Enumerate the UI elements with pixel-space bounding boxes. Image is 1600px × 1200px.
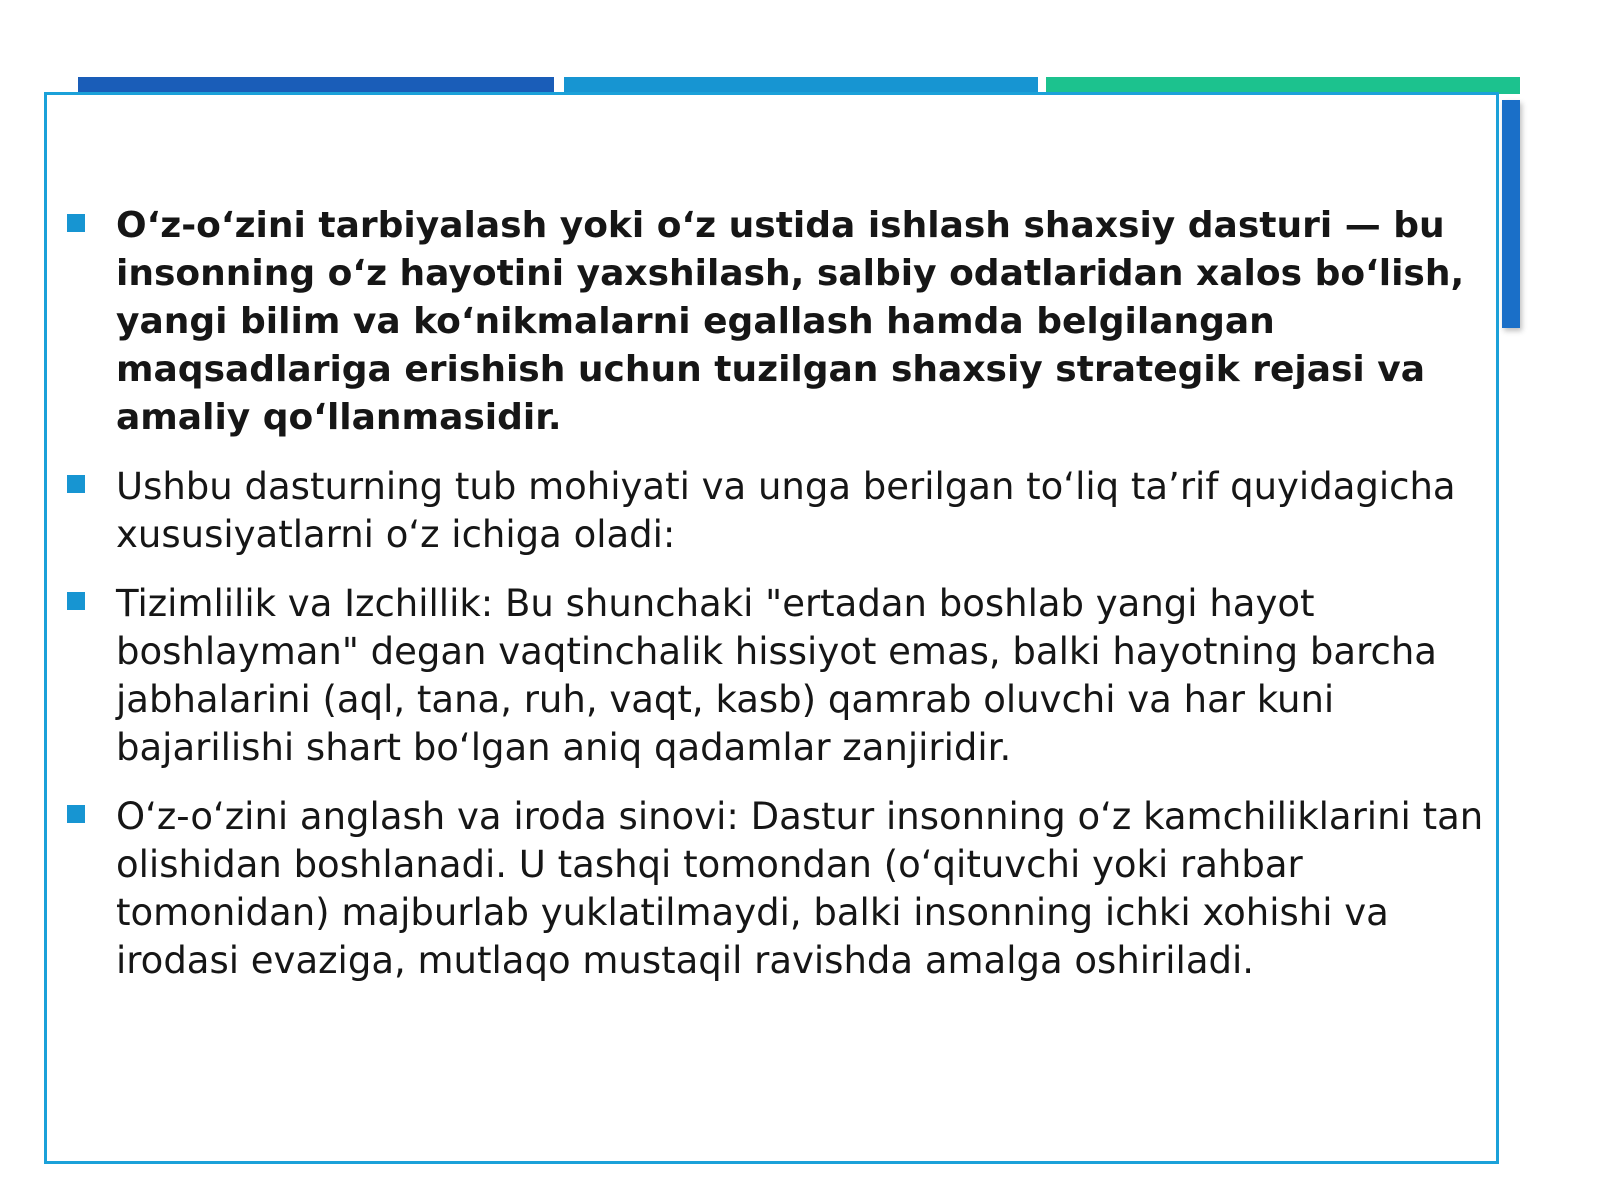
bullet-text: O‘z-o‘zini anglash va iroda sinovi: Dastur insonning o‘z kamchiliklarini tan olishidan boshlanadi. U tashqi tomondan (o‘qituvchi yoki rahbar tomonidan) majburlab yuklatilmaydi, balki insonning ichki xohishi va irodasi evaziga, mutlaqo mustaqil ravishda amalga oshiriladi. [116, 795, 1484, 982]
bullet-item-self-awareness [64, 793, 1494, 985]
bullet-list [64, 202, 1494, 1006]
bullet-item-definition [64, 202, 1494, 442]
bullet-item-essence [64, 463, 1494, 559]
square-bullet-icon [67, 592, 85, 610]
square-bullet-icon [67, 475, 85, 493]
square-bullet-icon [67, 214, 85, 232]
bullet-text: O‘z-o‘zini tarbiyalash yoki o‘z ustida ishlash shaxsiy dasturi — bu insonning o‘z hayotini yaxshilash, salbiy odatlaridan xalos bo‘lish, yangi bilim va ko‘nikmalarni egallash hamda belgilangan maqsadlariga erishish uchun tuzilgan shaxsiy strategik rejasi va amaliy qo‘llanmasidir. [116, 205, 1465, 438]
bullet-item-systematic [64, 580, 1494, 772]
side-accent-bar [1502, 100, 1520, 328]
bullet-text: Tizimlilik va Izchillik: Bu shunchaki "ertadan boshlab yangi hayot boshlayman" degan vaqtinchalik hissiyot emas, balki hayotning barcha jabhalarini (aql, tana, ruh, vaqt, kasb) qamrab oluvchi va har kuni bajarilishi shart bo‘lgan aniq qadamlar zanjiridir. [116, 582, 1437, 769]
square-bullet-icon [67, 805, 85, 823]
bullet-text: Ushbu dasturning tub mohiyati va unga berilgan to‘liq ta’rif quyidagicha xususiyatlarni o‘z ichiga oladi: [116, 465, 1456, 556]
